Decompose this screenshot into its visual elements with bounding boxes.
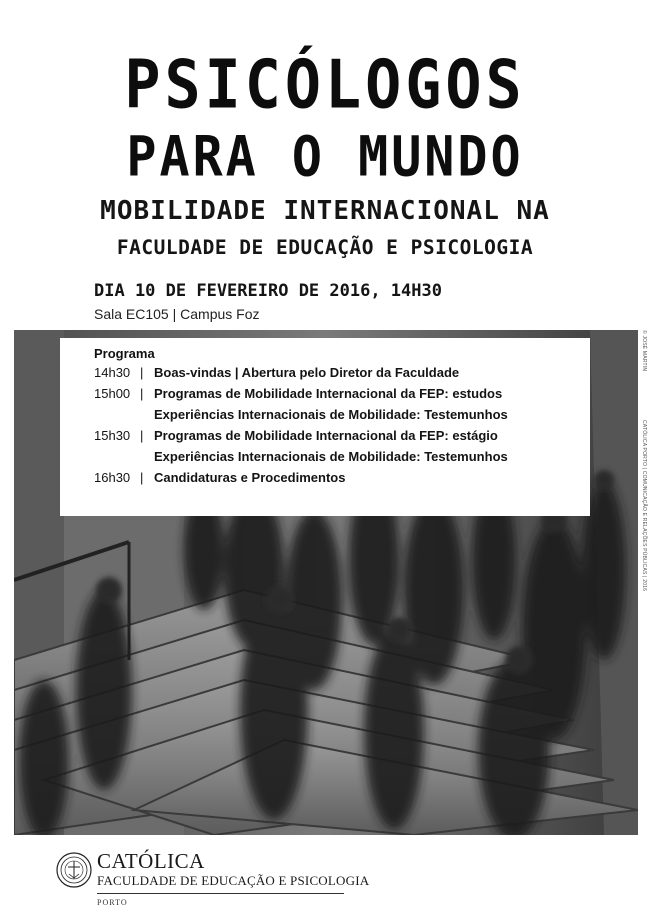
poster-subtitle-line-2: FACULDADE DE EDUCAÇÃO E PSICOLOGIA (116, 236, 534, 259)
event-date: DIA 10 DE FEVEREIRO DE 2016, 14H30 (94, 281, 442, 301)
programme-separator: | (140, 428, 144, 443)
programme-row (94, 407, 590, 428)
programme-time: 16h30 (94, 470, 131, 485)
logo-name: CATÓLICA (97, 849, 205, 873)
programme-separator: | (140, 470, 144, 485)
photo-credit-text: © JOSÉ MARTIN (641, 330, 647, 372)
programme-item: Experiências Internacionais de Mobilidade: Testemunhos (154, 449, 508, 464)
programme-row (94, 428, 590, 449)
programme-row (94, 470, 590, 491)
poster-subtitle-line-1: MOBILIDADE INTERNACIONAL NA (100, 196, 550, 226)
logo-divider (97, 893, 344, 894)
programme-row (94, 449, 590, 470)
event-venue: Sala EC105 | Campus Foz (94, 306, 260, 322)
poster-title-line-2: PARA O MUNDO (126, 125, 524, 189)
programme-time: 14h30 (94, 365, 131, 380)
programme-separator: | (140, 386, 144, 401)
logo-city: PORTO (97, 898, 128, 907)
programme-item: Experiências Internacionais de Mobilidade: Testemunhos (154, 407, 508, 422)
poster-title-line-1: PSICÓLOGOS (124, 45, 526, 125)
programme-panel (60, 338, 590, 516)
programme-row (94, 365, 590, 386)
programme-item: Programas de Mobilidade Internacional da FEP: estudos (154, 386, 503, 401)
university-seal-icon (56, 852, 92, 888)
programme-item: Boas-vindas | Abertura pelo Diretor da Faculdade (154, 365, 460, 380)
programme-row (94, 386, 590, 407)
programme-time: 15h00 (94, 386, 131, 401)
programme-separator: | (140, 365, 144, 380)
side-credit-text: CATÓLICA PORTO | COMUNICAÇÃO E RELAÇÕES PÚBLICAS | 2016 (641, 420, 647, 592)
programme-item: Candidaturas e Procedimentos (154, 470, 346, 485)
programme-time: 15h30 (94, 428, 131, 443)
programme-heading: Programa (94, 346, 155, 361)
logo-faculty: FACULDADE DE EDUCAÇÃO E PSICOLOGIA (97, 873, 370, 888)
programme-item: Programas de Mobilidade Internacional da FEP: estágio (154, 428, 498, 443)
